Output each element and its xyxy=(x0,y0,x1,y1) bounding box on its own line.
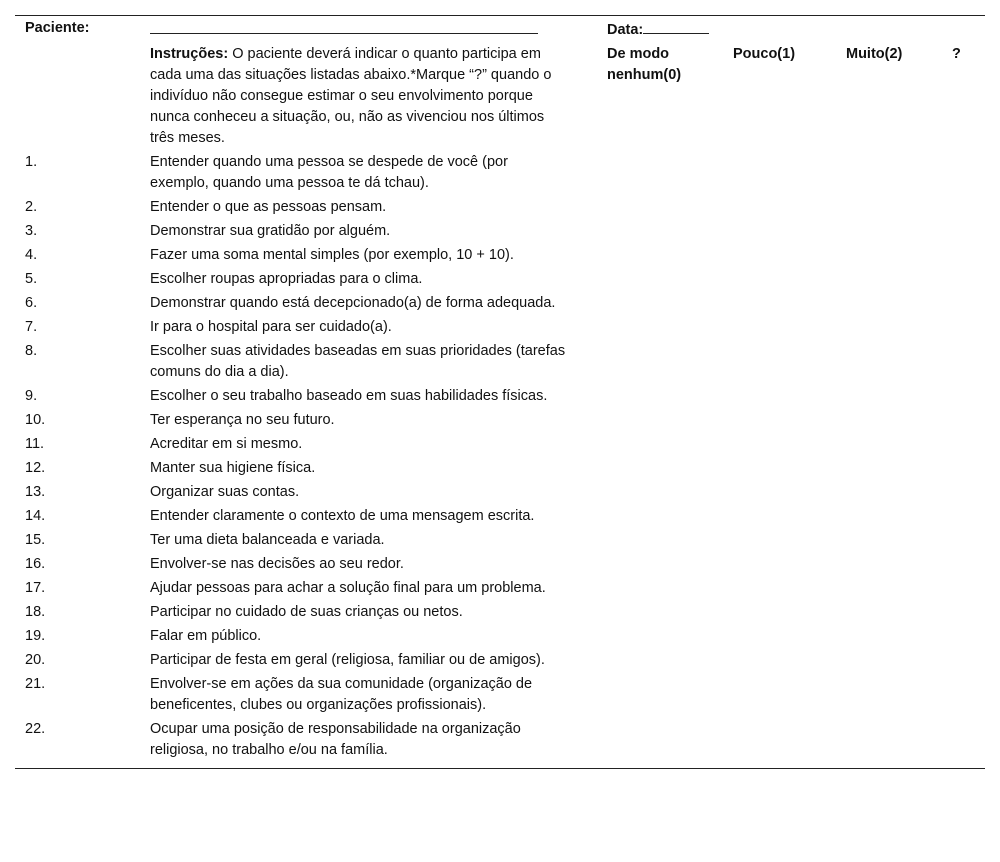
answer-little-cell[interactable] xyxy=(733,480,846,504)
column-header-none: De modo nenhum(0) xyxy=(607,45,682,83)
item-text: Organizar suas contas. xyxy=(150,483,300,500)
item-text: Envolver-se em ações da sua comunidade (organização de beneficentes, clubes ou organizações profissionais). xyxy=(150,675,533,713)
date-field[interactable] xyxy=(643,18,709,34)
answer-much-cell[interactable] xyxy=(846,267,952,291)
item-text: Falar em público. xyxy=(150,627,262,644)
item-number: 11. xyxy=(25,435,45,452)
answer-much-cell[interactable] xyxy=(846,384,952,408)
answer-none-cell[interactable] xyxy=(607,150,733,195)
answer-none-cell[interactable] xyxy=(607,672,733,717)
item-text: Envolver-se nas decisões ao seu redor. xyxy=(150,555,404,572)
answer-unknown-cell[interactable] xyxy=(952,552,985,576)
answer-little-cell[interactable] xyxy=(733,195,846,219)
item-number: 19. xyxy=(25,627,46,644)
answer-unknown-cell[interactable] xyxy=(952,576,985,600)
answer-unknown-cell[interactable] xyxy=(952,267,985,291)
answer-unknown-cell[interactable] xyxy=(952,648,985,672)
item-number: 1. xyxy=(25,153,38,170)
item-row xyxy=(15,195,985,219)
item-text: Manter sua higiene física. xyxy=(150,459,316,476)
item-row xyxy=(15,219,985,243)
answer-little-cell[interactable] xyxy=(733,576,846,600)
answer-unknown-cell[interactable] xyxy=(952,315,985,339)
item-text: Demonstrar sua gratidão por alguém. xyxy=(150,222,391,239)
answer-much-cell[interactable] xyxy=(846,291,952,315)
item-row xyxy=(15,150,985,195)
item-number: 6. xyxy=(25,294,38,311)
answer-little-cell[interactable] xyxy=(733,384,846,408)
answer-unknown-cell[interactable] xyxy=(952,150,985,195)
item-text: Demonstrar quando está decepcionado(a) de forma adequada. xyxy=(150,294,556,311)
item-number: 16. xyxy=(25,555,46,572)
answer-little-cell[interactable] xyxy=(733,408,846,432)
instructions-label: Instruções: xyxy=(150,45,229,62)
item-number: 5. xyxy=(25,270,38,287)
answer-much-cell[interactable] xyxy=(846,480,952,504)
answer-none-cell[interactable] xyxy=(607,528,733,552)
answer-little-cell[interactable] xyxy=(733,717,846,762)
item-number: 4. xyxy=(25,246,38,263)
item-row xyxy=(15,339,985,384)
answer-much-cell[interactable] xyxy=(846,219,952,243)
answer-none-cell[interactable] xyxy=(607,408,733,432)
answer-much-cell[interactable] xyxy=(846,600,952,624)
answer-little-cell[interactable] xyxy=(733,648,846,672)
answer-none-cell[interactable] xyxy=(607,480,733,504)
answer-much-cell[interactable] xyxy=(846,150,952,195)
item-row xyxy=(15,267,985,291)
item-number: 3. xyxy=(25,222,38,239)
answer-unknown-cell[interactable] xyxy=(952,456,985,480)
item-text: Escolher suas atividades baseadas em suas prioridades (tarefas comuns do dia a dia). xyxy=(150,342,566,380)
answer-unknown-cell[interactable] xyxy=(952,291,985,315)
item-number: 9. xyxy=(25,387,38,404)
item-text: Participar de festa em geral (religiosa, familiar ou de amigos). xyxy=(150,651,545,668)
answer-unknown-cell[interactable] xyxy=(952,195,985,219)
item-number: 8. xyxy=(25,342,38,359)
answer-much-cell[interactable] xyxy=(846,339,952,384)
column-header-little: Pouco(1) xyxy=(733,45,796,62)
item-text: Ajudar pessoas para achar a solução final para um problema. xyxy=(150,579,546,596)
patient-label: Paciente: xyxy=(25,19,90,36)
questionnaire-table xyxy=(15,16,985,762)
answer-little-cell[interactable] xyxy=(733,432,846,456)
item-row xyxy=(15,432,985,456)
answer-little-cell[interactable] xyxy=(733,267,846,291)
answer-little-cell[interactable] xyxy=(733,624,846,648)
item-number: 13. xyxy=(25,483,46,500)
item-number: 10. xyxy=(25,411,46,428)
date-label: Data: xyxy=(607,21,644,38)
item-number: 2. xyxy=(25,198,38,215)
item-row xyxy=(15,504,985,528)
answer-little-cell[interactable] xyxy=(733,150,846,195)
item-row xyxy=(15,672,985,717)
item-text: Escolher o seu trabalho baseado em suas habilidades físicas. xyxy=(150,387,548,404)
answer-much-cell[interactable] xyxy=(846,672,952,717)
item-text: Entender claramente o contexto de uma mensagem escrita. xyxy=(150,507,535,524)
answer-much-cell[interactable] xyxy=(846,576,952,600)
item-number: 12. xyxy=(25,459,46,476)
item-text: Ter esperança no seu futuro. xyxy=(150,411,335,428)
answer-unknown-cell[interactable] xyxy=(952,384,985,408)
item-number: 20. xyxy=(25,651,46,668)
item-row xyxy=(15,480,985,504)
column-header-much: Muito(2) xyxy=(846,45,903,62)
answer-none-cell[interactable] xyxy=(607,195,733,219)
answer-little-cell[interactable] xyxy=(733,456,846,480)
answer-none-cell[interactable] xyxy=(607,243,733,267)
item-number: 18. xyxy=(25,603,46,620)
patient-name-field[interactable] xyxy=(150,18,538,34)
answer-little-cell[interactable] xyxy=(733,315,846,339)
answer-much-cell[interactable] xyxy=(846,195,952,219)
answer-none-cell[interactable] xyxy=(607,648,733,672)
answer-little-cell[interactable] xyxy=(733,339,846,384)
answer-much-cell[interactable] xyxy=(846,432,952,456)
answer-little-cell[interactable] xyxy=(733,528,846,552)
item-number: 22. xyxy=(25,720,46,737)
answer-unknown-cell[interactable] xyxy=(952,339,985,384)
answer-none-cell[interactable] xyxy=(607,504,733,528)
answer-much-cell[interactable] xyxy=(846,456,952,480)
answer-unknown-cell[interactable] xyxy=(952,624,985,648)
item-text: Ter uma dieta balanceada e variada. xyxy=(150,531,385,548)
item-text: Ir para o hospital para ser cuidado(a). xyxy=(150,318,392,335)
item-text: Entender o que as pessoas pensam. xyxy=(150,198,387,215)
answer-much-cell[interactable] xyxy=(846,243,952,267)
item-row xyxy=(15,624,985,648)
item-row xyxy=(15,291,985,315)
answer-none-cell[interactable] xyxy=(607,600,733,624)
answer-none-cell[interactable] xyxy=(607,267,733,291)
answer-unknown-cell[interactable] xyxy=(952,672,985,717)
answer-unknown-cell[interactable] xyxy=(952,528,985,552)
item-row xyxy=(15,384,985,408)
item-text: Escolher roupas apropriadas para o clima. xyxy=(150,270,423,287)
answer-much-cell[interactable] xyxy=(846,528,952,552)
patient-row xyxy=(15,16,985,42)
answer-none-cell[interactable] xyxy=(607,576,733,600)
answer-little-cell[interactable] xyxy=(733,219,846,243)
answer-much-cell[interactable] xyxy=(846,648,952,672)
item-row xyxy=(15,243,985,267)
column-header-unknown: ? xyxy=(952,45,961,62)
instructions-text: O paciente deverá indicar o quanto participa em cada uma das situações listadas abaixo.*Marque “?” quando o indivíduo não consegue estimar o seu envolvimento porque nunca conheceu a situação, ou, não as vivenciou nos últimos três meses. xyxy=(150,45,552,146)
item-row xyxy=(15,456,985,480)
item-number: 7. xyxy=(25,318,38,335)
answer-unknown-cell[interactable] xyxy=(952,504,985,528)
answer-none-cell[interactable] xyxy=(607,291,733,315)
item-row xyxy=(15,600,985,624)
answer-none-cell[interactable] xyxy=(607,339,733,384)
item-number: 15. xyxy=(25,531,46,548)
item-text: Acreditar em si mesmo. xyxy=(150,435,303,452)
answer-unknown-cell[interactable] xyxy=(952,480,985,504)
answer-little-cell[interactable] xyxy=(733,243,846,267)
instructions xyxy=(150,42,607,150)
answer-none-cell[interactable] xyxy=(607,219,733,243)
item-row xyxy=(15,315,985,339)
answer-none-cell[interactable] xyxy=(607,717,733,762)
questionnaire-document xyxy=(15,15,985,769)
item-row xyxy=(15,408,985,432)
answer-unknown-cell[interactable] xyxy=(952,600,985,624)
item-number: 17. xyxy=(25,579,46,596)
item-row xyxy=(15,717,985,762)
answer-little-cell[interactable] xyxy=(733,504,846,528)
answer-much-cell[interactable] xyxy=(846,552,952,576)
instructions-row xyxy=(15,42,985,150)
answer-much-cell[interactable] xyxy=(846,408,952,432)
answer-none-cell[interactable] xyxy=(607,624,733,648)
item-row xyxy=(15,528,985,552)
answer-little-cell[interactable] xyxy=(733,672,846,717)
answer-unknown-cell[interactable] xyxy=(952,219,985,243)
item-text: Participar no cuidado de suas crianças ou netos. xyxy=(150,603,463,620)
item-number: 14. xyxy=(25,507,46,524)
answer-little-cell[interactable] xyxy=(733,600,846,624)
answer-none-cell[interactable] xyxy=(607,315,733,339)
answer-much-cell[interactable] xyxy=(846,315,952,339)
answer-much-cell[interactable] xyxy=(846,504,952,528)
answer-unknown-cell[interactable] xyxy=(952,243,985,267)
answer-much-cell[interactable] xyxy=(846,624,952,648)
answer-none-cell[interactable] xyxy=(607,456,733,480)
answer-unknown-cell[interactable] xyxy=(952,432,985,456)
answer-little-cell[interactable] xyxy=(733,291,846,315)
answer-none-cell[interactable] xyxy=(607,552,733,576)
item-text: Ocupar uma posição de responsabilidade na organização religiosa, no trabalho e/ou na família. xyxy=(150,720,521,758)
item-row xyxy=(15,552,985,576)
answer-unknown-cell[interactable] xyxy=(952,408,985,432)
answer-unknown-cell[interactable] xyxy=(952,717,985,762)
item-number: 21. xyxy=(25,675,46,692)
item-text: Fazer uma soma mental simples (por exemplo, 10 + 10). xyxy=(150,246,514,263)
item-text: Entender quando uma pessoa se despede de você (por exemplo, quando uma pessoa te dá tchau). xyxy=(150,153,508,191)
answer-none-cell[interactable] xyxy=(607,384,733,408)
item-row xyxy=(15,576,985,600)
answer-little-cell[interactable] xyxy=(733,552,846,576)
answer-much-cell[interactable] xyxy=(846,717,952,762)
item-row xyxy=(15,648,985,672)
answer-none-cell[interactable] xyxy=(607,432,733,456)
